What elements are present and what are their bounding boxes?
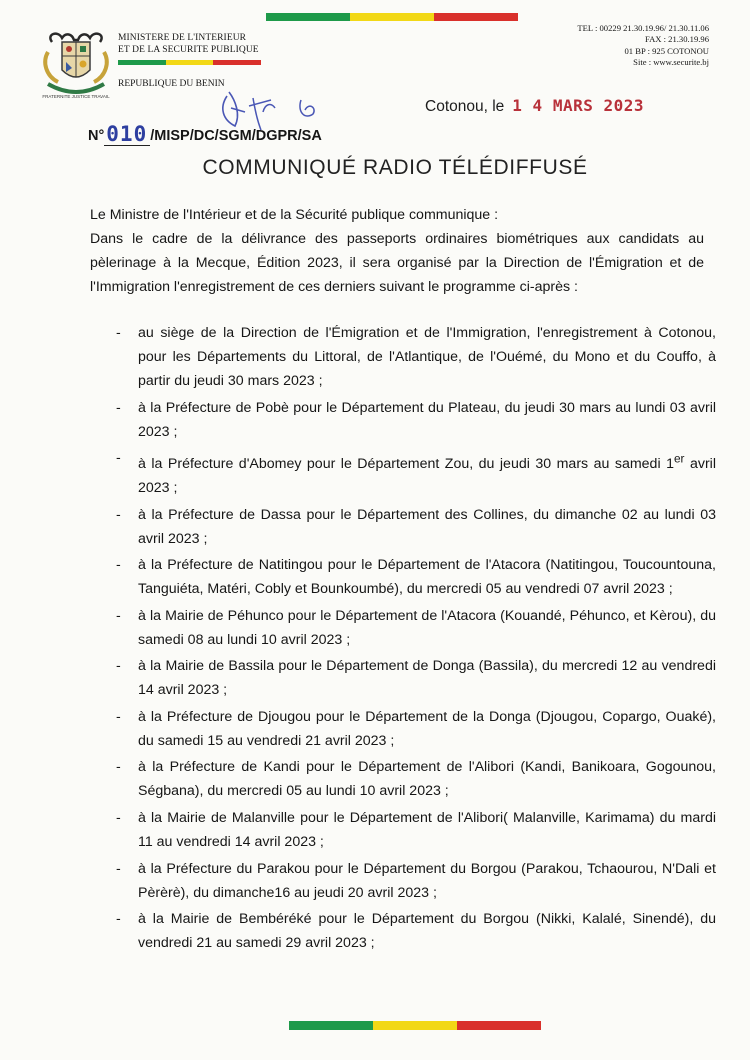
list-item-text-end: avril 2023 ; (138, 455, 716, 496)
list-item (116, 503, 716, 551)
list-bullet: - (116, 506, 121, 523)
list-bullet: - (116, 658, 121, 675)
list-item-text: à la Mairie de Bembéréké pour le Département du Borgou (Nikki, Kalalé, Sinendé), du vendredi 21 au samedi 29 avril 2023 ; (138, 911, 716, 952)
list-item-text-start: à la Préfecture d'Abomey pour le Département Zou, du jeudi 30 mars au samedi 1 (138, 455, 674, 472)
list-item (116, 446, 716, 500)
list-item (116, 806, 716, 854)
date-stamp: 1 4 MARS 2023 (512, 96, 645, 115)
ministry-line-1: MINISTERE DE L'INTERIEUR (118, 33, 247, 43)
list-bullet: - (116, 399, 121, 416)
list-item (116, 321, 716, 393)
list-item-text: à la Préfecture de Dassa pour le Département des Collines, du dimanche 02 au lundi 03 avril 2023 ; (138, 506, 716, 547)
intro-paragraph: Dans le cadre de la délivrance des passeports ordinaires biométriques aux candidats au pèlerinage à la Mecque, Édition 2023, il sera organisé par la Direction de l'Émigration et de l'Immigration l'enregistrement de ces derniers suivant le programme ci-après : (90, 231, 704, 295)
contact-fax: FAX : 21.30.19.96 (644, 34, 709, 45)
reference-number (88, 121, 322, 146)
list-item-text: à la Préfecture de Pobè pour le Département du Plateau, du jeudi 30 mars au lundi 03 avril 2023 ; (138, 399, 716, 440)
list-item-text: à la Préfecture du Parakou pour le Département du Borgou (Parakou, Tchaourou, N'Dali et Pèrèrè), du dimanche16 au jeudi 20 avril 2023 ; (138, 860, 716, 901)
list-bullet: - (116, 607, 121, 624)
reference-number-field (104, 121, 150, 146)
list-item (116, 396, 716, 444)
intro-line: Le Ministre de l'Intérieur et de la Sécurité publique communique : (90, 207, 499, 223)
contact-website: Site : www.securite.bj (633, 56, 709, 67)
list-item-text: au siège de la Direction de l'Émigration et de l'Immigration, l'enregistrement à Cotonou, pour les Départements du Littoral, de l'Atlantique, de l'Ouémé, du Mono et du Couffo, à partir du jeudi 30 mars 2023 ; (138, 325, 716, 389)
list-item-text: à la Préfecture de Kandi pour le Département de l'Alibori (Kandi, Banikoara, Gogounou, Ségbana), du mercredi 05 au lundi 10 avril 2023 ; (138, 759, 716, 800)
contact-block (577, 23, 709, 68)
ministry-name (118, 33, 278, 56)
list-item-text: à la Mairie de Bassila pour le Département de Donga (Bassila), du mercredi 12 au vendredi 14 avril 2023 ; (138, 658, 716, 699)
date-line (425, 96, 644, 116)
date-prefix: Cotonou, le (425, 98, 505, 115)
emblem-motto: FRATERNITE JUSTICE TRAVAIL (42, 94, 110, 99)
flag-bar-bottom (289, 1021, 541, 1030)
coat-of-arms-emblem (38, 28, 114, 104)
list-bullet: - (116, 911, 121, 928)
ordinal-superscript: er (673, 451, 685, 466)
list-item (116, 553, 716, 601)
contact-po-box: 01 BP : 925 COTONOU (624, 45, 709, 56)
list-item (116, 907, 716, 955)
list-item-text: à la Préfecture de Djougou pour le Département de la Donga (Djougou, Copargo, Ouaké), du samedi 15 au vendredi 21 avril 2023 ; (138, 708, 716, 749)
list-item-text: à la Préfecture de Natitingou pour le Département de l'Atacora (Natitingou, Toucountouna, Tanguiéta, Matéri, Cobly et Bounkoumbé), du mercredi 05 au vendredi 07 avril 2023 ; (138, 557, 716, 598)
list-bullet: - (116, 450, 121, 467)
list-item-text: à la Mairie de Péhunco pour le Département de l'Atacora (Kouandé, Péhunco, et Kèrou), du samedi 08 au lundi 10 avril 2023 ; (138, 607, 716, 648)
list-item (116, 705, 716, 753)
contact-phone: TEL : 00229 21.30.19.96/ 21.30.11.06 (577, 23, 709, 33)
list-item (116, 857, 716, 905)
list-bullet: - (116, 557, 121, 574)
list-bullet: - (116, 759, 121, 776)
list-item-text: à la Mairie de Malanville pour le Département de l'Alibori( Malanville, Karimama) du mardi 11 au vendredi 14 avril 2023 ; (138, 810, 716, 851)
reference-handwritten-number: 010 (106, 122, 148, 146)
list-bullet: - (116, 708, 121, 725)
list-bullet: - (116, 810, 121, 827)
flag-bar-top (266, 13, 518, 21)
list-item (116, 755, 716, 803)
list-bullet: - (116, 860, 121, 877)
reference-prefix: N° (88, 128, 105, 144)
document-title: COMMUNIQUÉ RADIO TÉLÉDIFFUSÉ (202, 156, 588, 179)
list-item-text (138, 451, 716, 496)
list-item (116, 654, 716, 702)
republic-name: REPUBLIQUE DU BENIN (118, 79, 225, 89)
ministry-line-2: ET DE LA SECURITE PUBLIQUE (118, 44, 259, 55)
reference-suffix: /MISP/DC/SGM/DGPR/SA (150, 128, 322, 144)
schedule-list (116, 321, 716, 958)
list-item (116, 604, 716, 652)
list-bullet: - (116, 325, 121, 341)
flag-bar-small (118, 60, 261, 65)
